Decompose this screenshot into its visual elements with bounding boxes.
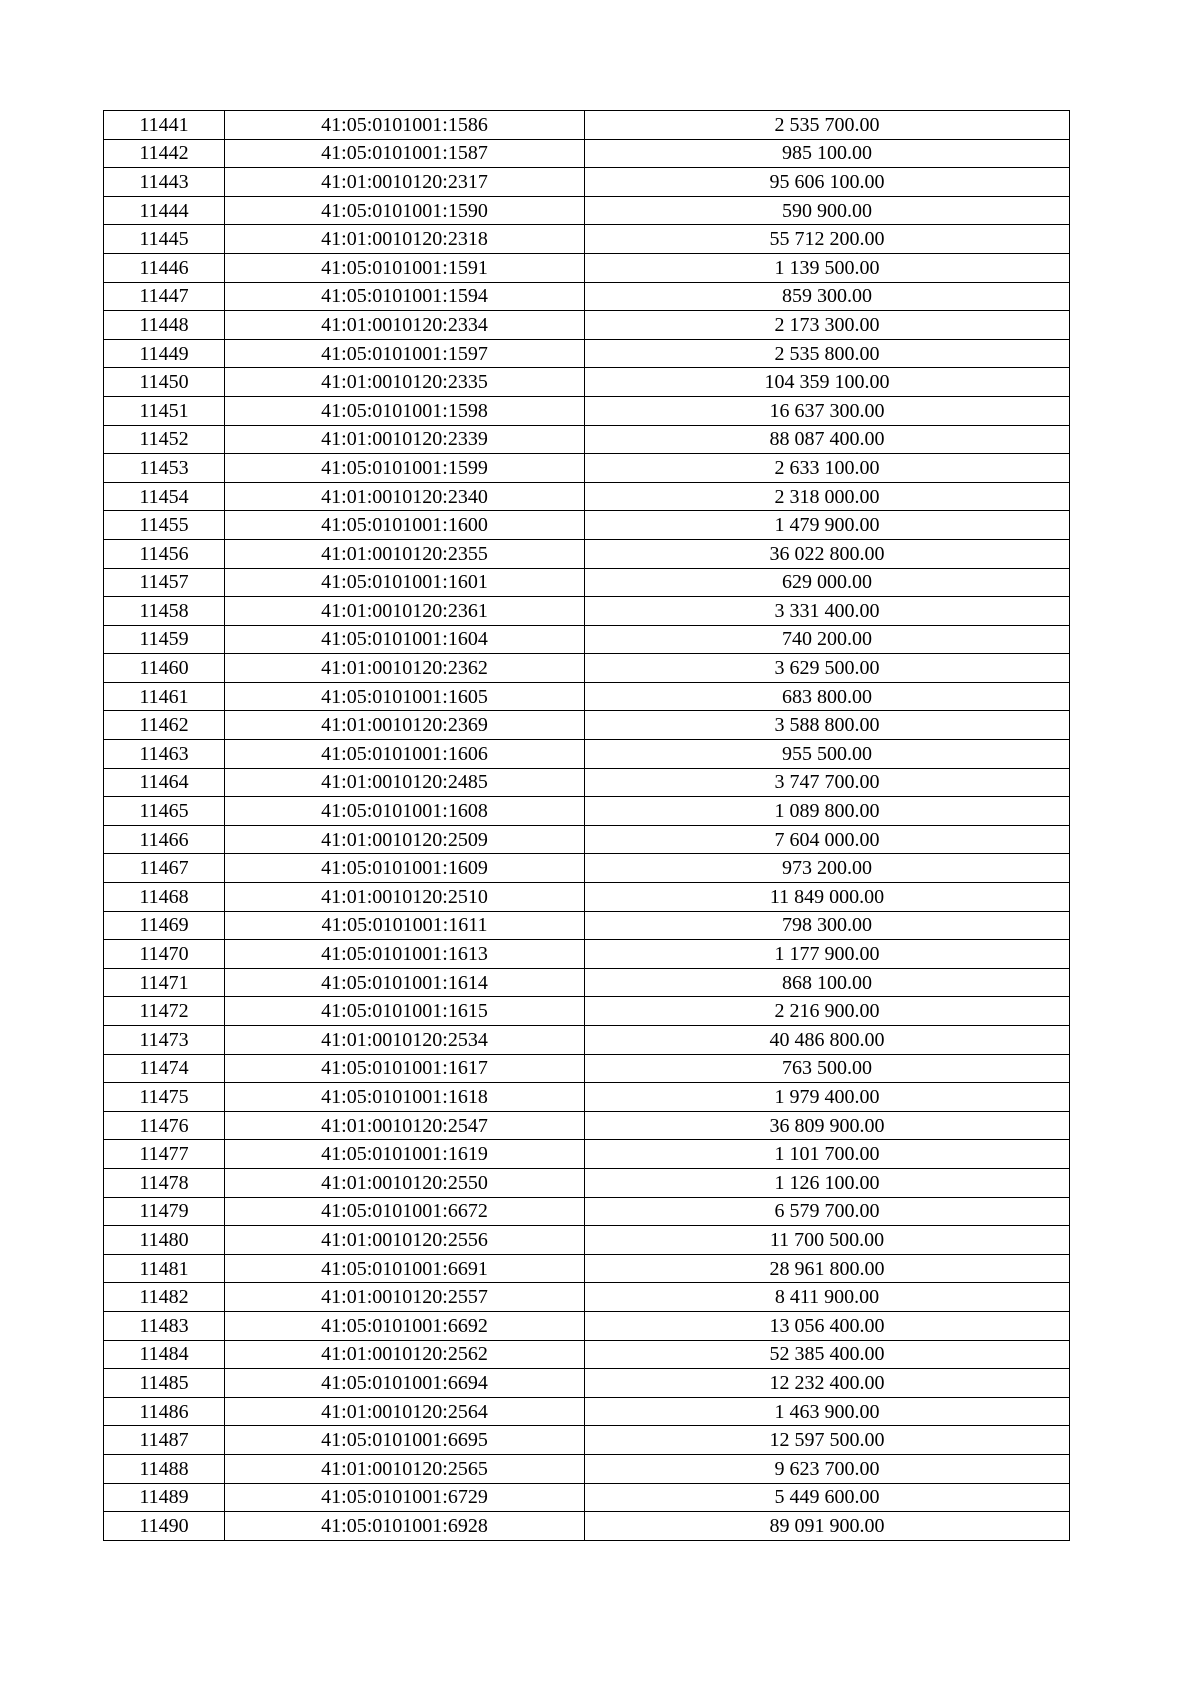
cadastral-number-cell: 41:01:0010120:2557 xyxy=(225,1283,585,1312)
row-number-cell: 11443 xyxy=(104,168,225,197)
row-number-cell: 11478 xyxy=(104,1168,225,1197)
row-number-cell: 11453 xyxy=(104,454,225,483)
cadastral-number-cell: 41:05:0101001:1606 xyxy=(225,740,585,769)
cadastral-number-cell: 41:01:0010120:2509 xyxy=(225,825,585,854)
cadastral-number-cell: 41:05:0101001:1598 xyxy=(225,396,585,425)
row-number-cell: 11467 xyxy=(104,854,225,883)
cadastral-value-cell: 1 479 900.00 xyxy=(585,511,1070,540)
cadastral-number-cell: 41:01:0010120:2550 xyxy=(225,1168,585,1197)
cadastral-number-cell: 41:01:0010120:2362 xyxy=(225,654,585,683)
table-row xyxy=(104,1369,1070,1398)
cadastral-value-cell: 3 331 400.00 xyxy=(585,597,1070,626)
table-row xyxy=(104,597,1070,626)
table-row xyxy=(104,1454,1070,1483)
row-number-cell: 11459 xyxy=(104,625,225,654)
row-number-cell: 11452 xyxy=(104,425,225,454)
table-row xyxy=(104,1254,1070,1283)
table-row xyxy=(104,625,1070,654)
cadastral-number-cell: 41:05:0101001:1613 xyxy=(225,940,585,969)
table-row xyxy=(104,968,1070,997)
table-row xyxy=(104,568,1070,597)
cadastral-number-cell: 41:01:0010120:2339 xyxy=(225,425,585,454)
cadastral-value-cell: 2 173 300.00 xyxy=(585,311,1070,340)
cadastral-number-cell: 41:05:0101001:1599 xyxy=(225,454,585,483)
table-row xyxy=(104,168,1070,197)
row-number-cell: 11455 xyxy=(104,511,225,540)
cadastral-number-cell: 41:01:0010120:2534 xyxy=(225,1026,585,1055)
table-row xyxy=(104,339,1070,368)
table-row xyxy=(104,196,1070,225)
cadastral-number-cell: 41:05:0101001:6694 xyxy=(225,1369,585,1398)
cadastral-value-cell: 3 629 500.00 xyxy=(585,654,1070,683)
table-row xyxy=(104,997,1070,1026)
table-row xyxy=(104,740,1070,769)
cadastral-number-cell: 41:01:0010120:2556 xyxy=(225,1226,585,1255)
cadastral-number-cell: 41:01:0010120:2485 xyxy=(225,768,585,797)
cadastral-value-cell: 629 000.00 xyxy=(585,568,1070,597)
row-number-cell: 11460 xyxy=(104,654,225,683)
cadastral-number-cell: 41:01:0010120:2562 xyxy=(225,1340,585,1369)
row-number-cell: 11477 xyxy=(104,1140,225,1169)
cadastral-value-cell: 55 712 200.00 xyxy=(585,225,1070,254)
cadastral-number-cell: 41:01:0010120:2355 xyxy=(225,539,585,568)
table-row xyxy=(104,1111,1070,1140)
row-number-cell: 11446 xyxy=(104,253,225,282)
cadastral-value-cell: 740 200.00 xyxy=(585,625,1070,654)
row-number-cell: 11454 xyxy=(104,482,225,511)
cadastral-value-cell: 985 100.00 xyxy=(585,139,1070,168)
table-row xyxy=(104,1083,1070,1112)
row-number-cell: 11484 xyxy=(104,1340,225,1369)
table-row xyxy=(104,883,1070,912)
row-number-cell: 11471 xyxy=(104,968,225,997)
table-row xyxy=(104,854,1070,883)
row-number-cell: 11485 xyxy=(104,1369,225,1398)
cadastral-number-cell: 41:05:0101001:1600 xyxy=(225,511,585,540)
row-number-cell: 11483 xyxy=(104,1311,225,1340)
cadastral-number-cell: 41:05:0101001:1586 xyxy=(225,111,585,140)
cadastral-number-cell: 41:01:0010120:2334 xyxy=(225,311,585,340)
cadastral-number-cell: 41:01:0010120:2565 xyxy=(225,1454,585,1483)
cadastral-value-cell: 36 022 800.00 xyxy=(585,539,1070,568)
cadastral-number-cell: 41:01:0010120:2340 xyxy=(225,482,585,511)
cadastral-number-cell: 41:01:0010120:2317 xyxy=(225,168,585,197)
table-row xyxy=(104,425,1070,454)
cadastral-number-cell: 41:01:0010120:2369 xyxy=(225,711,585,740)
table-row xyxy=(104,1512,1070,1541)
cadastral-number-cell: 41:05:0101001:1611 xyxy=(225,911,585,940)
cadastral-value-cell: 28 961 800.00 xyxy=(585,1254,1070,1283)
cadastral-number-cell: 41:01:0010120:2361 xyxy=(225,597,585,626)
cadastral-value-cell: 1 463 900.00 xyxy=(585,1397,1070,1426)
row-number-cell: 11464 xyxy=(104,768,225,797)
table-row xyxy=(104,797,1070,826)
table-row xyxy=(104,654,1070,683)
row-number-cell: 11489 xyxy=(104,1483,225,1512)
table-row xyxy=(104,539,1070,568)
cadastral-value-cell: 1 126 100.00 xyxy=(585,1168,1070,1197)
cadastral-value-cell: 868 100.00 xyxy=(585,968,1070,997)
cadastral-value-cell: 52 385 400.00 xyxy=(585,1340,1070,1369)
table-row xyxy=(104,1426,1070,1455)
cadastral-number-cell: 41:05:0101001:1609 xyxy=(225,854,585,883)
row-number-cell: 11468 xyxy=(104,883,225,912)
cadastral-number-cell: 41:05:0101001:6692 xyxy=(225,1311,585,1340)
table-row xyxy=(104,511,1070,540)
table-row xyxy=(104,911,1070,940)
cadastral-value-cell: 13 056 400.00 xyxy=(585,1311,1070,1340)
cadastral-value-cell: 2 535 800.00 xyxy=(585,339,1070,368)
cadastral-value-cell: 7 604 000.00 xyxy=(585,825,1070,854)
table-row xyxy=(104,282,1070,311)
table-body xyxy=(104,111,1070,1541)
table-row xyxy=(104,454,1070,483)
cadastral-value-cell: 1 139 500.00 xyxy=(585,253,1070,282)
cadastral-value-cell: 683 800.00 xyxy=(585,682,1070,711)
cadastral-number-cell: 41:01:0010120:2335 xyxy=(225,368,585,397)
table-row xyxy=(104,1226,1070,1255)
table-row xyxy=(104,1026,1070,1055)
cadastral-value-cell: 2 216 900.00 xyxy=(585,997,1070,1026)
table-row xyxy=(104,1397,1070,1426)
row-number-cell: 11444 xyxy=(104,196,225,225)
cadastral-value-cell: 40 486 800.00 xyxy=(585,1026,1070,1055)
table-row xyxy=(104,225,1070,254)
row-number-cell: 11448 xyxy=(104,311,225,340)
cadastral-value-cell: 2 535 700.00 xyxy=(585,111,1070,140)
cadastral-number-cell: 41:05:0101001:6691 xyxy=(225,1254,585,1283)
row-number-cell: 11490 xyxy=(104,1512,225,1541)
row-number-cell: 11461 xyxy=(104,682,225,711)
row-number-cell: 11473 xyxy=(104,1026,225,1055)
cadastral-value-cell: 12 597 500.00 xyxy=(585,1426,1070,1455)
table-row xyxy=(104,1168,1070,1197)
row-number-cell: 11458 xyxy=(104,597,225,626)
cadastral-number-cell: 41:05:0101001:1587 xyxy=(225,139,585,168)
cadastral-number-cell: 41:05:0101001:1617 xyxy=(225,1054,585,1083)
cadastral-value-cell: 1 979 400.00 xyxy=(585,1083,1070,1112)
cadastral-value-cell: 11 849 000.00 xyxy=(585,883,1070,912)
cadastral-value-cell: 12 232 400.00 xyxy=(585,1369,1070,1398)
row-number-cell: 11469 xyxy=(104,911,225,940)
cadastral-number-cell: 41:05:0101001:6928 xyxy=(225,1512,585,1541)
cadastral-number-cell: 41:05:0101001:1590 xyxy=(225,196,585,225)
cadastral-number-cell: 41:05:0101001:1597 xyxy=(225,339,585,368)
cadastral-value-table xyxy=(103,110,1070,1541)
cadastral-value-cell: 3 747 700.00 xyxy=(585,768,1070,797)
row-number-cell: 11450 xyxy=(104,368,225,397)
row-number-cell: 11474 xyxy=(104,1054,225,1083)
cadastral-number-cell: 41:05:0101001:1614 xyxy=(225,968,585,997)
table-row xyxy=(104,1340,1070,1369)
row-number-cell: 11442 xyxy=(104,139,225,168)
table-row xyxy=(104,711,1070,740)
row-number-cell: 11463 xyxy=(104,740,225,769)
table-row xyxy=(104,825,1070,854)
cadastral-number-cell: 41:05:0101001:1604 xyxy=(225,625,585,654)
table-row xyxy=(104,396,1070,425)
cadastral-number-cell: 41:05:0101001:1601 xyxy=(225,568,585,597)
cadastral-value-cell: 104 359 100.00 xyxy=(585,368,1070,397)
row-number-cell: 11441 xyxy=(104,111,225,140)
table-row xyxy=(104,1283,1070,1312)
cadastral-value-cell: 1 177 900.00 xyxy=(585,940,1070,969)
cadastral-value-cell: 590 900.00 xyxy=(585,196,1070,225)
table-row xyxy=(104,139,1070,168)
row-number-cell: 11475 xyxy=(104,1083,225,1112)
cadastral-value-cell: 2 318 000.00 xyxy=(585,482,1070,511)
table-row xyxy=(104,111,1070,140)
cadastral-value-cell: 973 200.00 xyxy=(585,854,1070,883)
table-row xyxy=(104,1140,1070,1169)
cadastral-value-cell: 6 579 700.00 xyxy=(585,1197,1070,1226)
row-number-cell: 11487 xyxy=(104,1426,225,1455)
table-row xyxy=(104,682,1070,711)
cadastral-number-cell: 41:05:0101001:1618 xyxy=(225,1083,585,1112)
row-number-cell: 11476 xyxy=(104,1111,225,1140)
cadastral-value-cell: 763 500.00 xyxy=(585,1054,1070,1083)
cadastral-value-cell: 36 809 900.00 xyxy=(585,1111,1070,1140)
cadastral-value-cell: 5 449 600.00 xyxy=(585,1483,1070,1512)
cadastral-number-cell: 41:01:0010120:2318 xyxy=(225,225,585,254)
row-number-cell: 11451 xyxy=(104,396,225,425)
cadastral-number-cell: 41:01:0010120:2510 xyxy=(225,883,585,912)
table-row xyxy=(104,1483,1070,1512)
table-row xyxy=(104,1311,1070,1340)
row-number-cell: 11480 xyxy=(104,1226,225,1255)
row-number-cell: 11466 xyxy=(104,825,225,854)
cadastral-number-cell: 41:05:0101001:1608 xyxy=(225,797,585,826)
cadastral-value-cell: 11 700 500.00 xyxy=(585,1226,1070,1255)
cadastral-number-cell: 41:05:0101001:1615 xyxy=(225,997,585,1026)
row-number-cell: 11449 xyxy=(104,339,225,368)
table-row xyxy=(104,940,1070,969)
row-number-cell: 11486 xyxy=(104,1397,225,1426)
cadastral-value-cell: 88 087 400.00 xyxy=(585,425,1070,454)
row-number-cell: 11457 xyxy=(104,568,225,597)
cadastral-number-cell: 41:05:0101001:6695 xyxy=(225,1426,585,1455)
table-row xyxy=(104,482,1070,511)
cadastral-number-cell: 41:01:0010120:2547 xyxy=(225,1111,585,1140)
row-number-cell: 11482 xyxy=(104,1283,225,1312)
cadastral-value-cell: 8 411 900.00 xyxy=(585,1283,1070,1312)
table-row xyxy=(104,1054,1070,1083)
row-number-cell: 11462 xyxy=(104,711,225,740)
row-number-cell: 11470 xyxy=(104,940,225,969)
cadastral-value-cell: 859 300.00 xyxy=(585,282,1070,311)
cadastral-value-cell: 89 091 900.00 xyxy=(585,1512,1070,1541)
row-number-cell: 11488 xyxy=(104,1454,225,1483)
row-number-cell: 11447 xyxy=(104,282,225,311)
table-row xyxy=(104,311,1070,340)
cadastral-number-cell: 41:05:0101001:6729 xyxy=(225,1483,585,1512)
cadastral-value-cell: 798 300.00 xyxy=(585,911,1070,940)
row-number-cell: 11465 xyxy=(104,797,225,826)
cadastral-number-cell: 41:05:0101001:6672 xyxy=(225,1197,585,1226)
cadastral-value-cell: 1 101 700.00 xyxy=(585,1140,1070,1169)
table-row xyxy=(104,768,1070,797)
cadastral-number-cell: 41:05:0101001:1591 xyxy=(225,253,585,282)
row-number-cell: 11479 xyxy=(104,1197,225,1226)
cadastral-value-cell: 955 500.00 xyxy=(585,740,1070,769)
cadastral-value-cell: 9 623 700.00 xyxy=(585,1454,1070,1483)
table-row xyxy=(104,368,1070,397)
table-row xyxy=(104,1197,1070,1226)
cadastral-value-cell: 16 637 300.00 xyxy=(585,396,1070,425)
cadastral-value-cell: 3 588 800.00 xyxy=(585,711,1070,740)
cadastral-number-cell: 41:05:0101001:1605 xyxy=(225,682,585,711)
cadastral-number-cell: 41:01:0010120:2564 xyxy=(225,1397,585,1426)
cadastral-value-cell: 2 633 100.00 xyxy=(585,454,1070,483)
row-number-cell: 11481 xyxy=(104,1254,225,1283)
row-number-cell: 11472 xyxy=(104,997,225,1026)
cadastral-value-cell: 95 606 100.00 xyxy=(585,168,1070,197)
cadastral-number-cell: 41:05:0101001:1619 xyxy=(225,1140,585,1169)
cadastral-number-cell: 41:05:0101001:1594 xyxy=(225,282,585,311)
row-number-cell: 11445 xyxy=(104,225,225,254)
table-row xyxy=(104,253,1070,282)
cadastral-value-cell: 1 089 800.00 xyxy=(585,797,1070,826)
row-number-cell: 11456 xyxy=(104,539,225,568)
